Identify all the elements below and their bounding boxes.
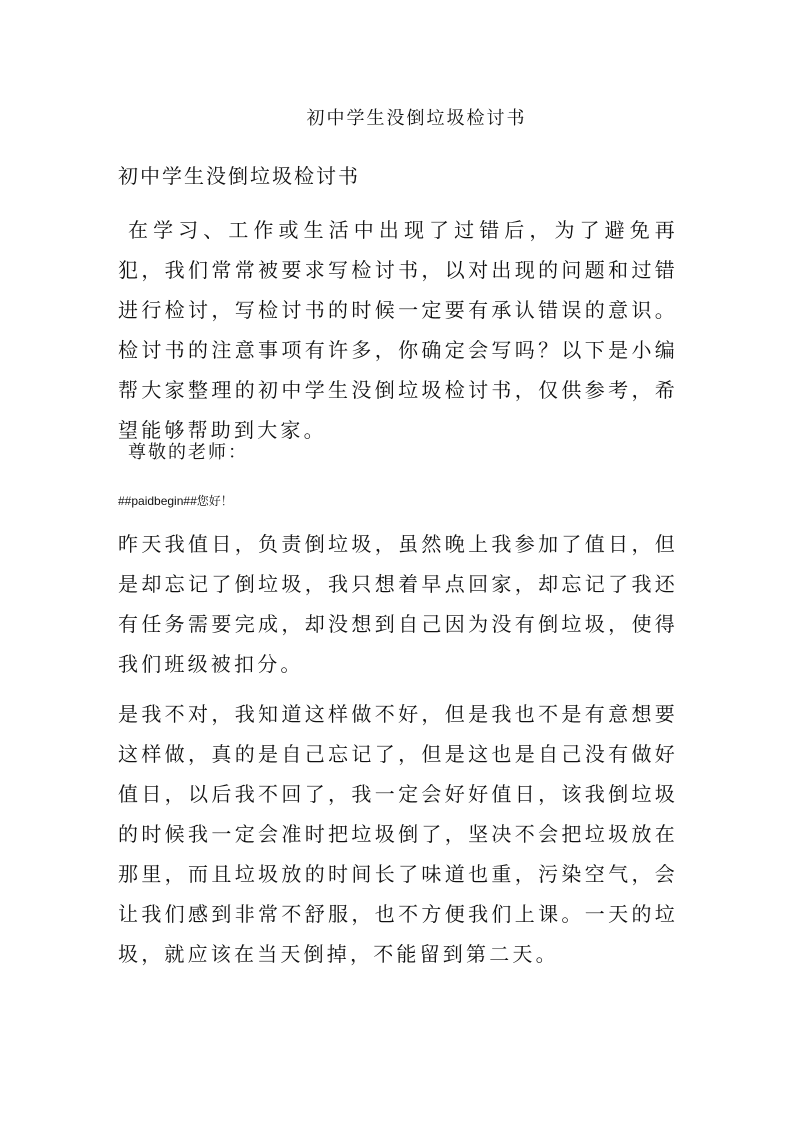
- greeting: 尊敬的老师：: [128, 442, 248, 463]
- body-paragraph-1: 昨天我值日，负责倒垃圾，虽然晚上我参加了值日，但是却忘记了倒垃圾，我只想着早点回家，却忘记了我还有任务需要完成，却没想到自己因为没有倒垃圾，使得我们班级被扣分。: [118, 532, 678, 676]
- document-subtitle: 初中学生没倒垃圾检讨书: [118, 164, 360, 188]
- body-paragraph-2: 是我不对，我知道这样做不好，但是我也不是有意想要这样做，真的是自己忘记了，但是这也是自己没有做好值日，以后我不回了，我一定会好好值日，该我倒垃圾的时候我一定会准时把垃圾倒了，坚决不会把垃圾放在那里，而且垃圾放的时间长了味道也重，污染空气，会让我们感到非常不舒服，也不方便我们上课。一天的垃圾，就应该在当天倒掉，不能留到第二天。: [118, 702, 678, 966]
- intro-paragraph: 在学习、工作或生活中出现了过错后，为了避免再犯，我们常常被要求写检讨书，以对出现的问题和过错进行检讨，写检讨书的时候一定要有承认错误的意识。检讨书的注意事项有许多，你确定会写吗？以下是小编帮大家整理的初中学生没倒垃圾检讨书，仅供参考，希望能够帮助到大家。: [118, 218, 678, 442]
- page-title: 初中学生没倒垃圾检讨书: [306, 108, 527, 129]
- hello-text: 您好！: [196, 494, 233, 508]
- paid-marker-line: [118, 492, 233, 509]
- paid-marker: ##paidbegin##: [118, 494, 197, 508]
